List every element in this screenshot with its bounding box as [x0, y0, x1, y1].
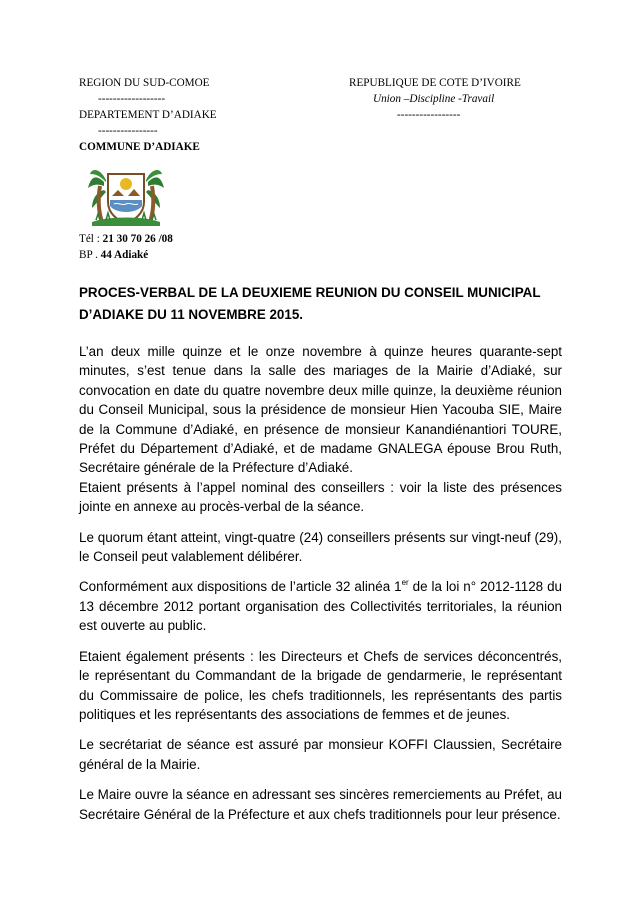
- national-motto: Union –Discipline -Travail: [373, 93, 495, 105]
- document-title-line-2: D’ADIAKE DU 11 NOVEMBRE 2015.: [79, 307, 303, 322]
- phone-line: [79, 233, 173, 246]
- phone-number: 21 30 70 26 /08: [102, 233, 173, 245]
- phone-label: Tél :: [79, 233, 103, 245]
- region-name: REGION DU SUD-COMOE: [79, 77, 210, 89]
- document-title-line-1: PROCES-VERBAL DE LA DEUXIEME REUNION DU CONSEIL MUNICIPAL: [79, 285, 541, 300]
- ordinal-superscript: er: [401, 578, 409, 587]
- commune-name: COMMUNE D’ADIAKE: [79, 141, 200, 153]
- paragraph-also-present: Etaient également présents : les Directeurs et Chefs de services déconcentrés, le représentant du Commandant de la brigade de gendarmerie, le représentant du Commissaire de police, les chefs traditionnels, les représentants des partis politiques et les représentants des associations de femmes et de jeunes.: [79, 648, 562, 722]
- paragraph-mayor-opening: Le Maire ouvre la séance en adressant ses sincères remerciements au Préfet, au Secrétaire Général de la Préfecture et aux chefs traditionnels pour leur présence.: [79, 787, 562, 822]
- paragraph-opening: L’an deux mille quinze et le onze novembre à quinze heures quarante-sept minutes, s’est tenue dans la salle des mariages de la Mairie d’Adiaké, sur convocation en date du quatre novembre deux mille quinze, la deuxième réunion du Conseil Municipal, sous la présidence de monsieur Hien Yacouba SIE, Maire de la Commune d’Adiaké, en présence de monsieur Kanandiénantiori TOURE, Préfet du Département d’Adiaké, et de madame GNALEGA épouse Brou Ruth, Secrétaire générale de la Préfecture d’Adiaké.: [79, 344, 562, 476]
- paragraph-quorum: Le quorum étant atteint, vingt-quatre (24) conseillers présents sur vingt-neuf (29), le Conseil peut valablement délibérer.: [79, 529, 562, 565]
- paragraph-secretariat: Le secrétariat de séance est assuré par monsieur KOFFI Claussien, Secrétaire général de la Mairie.: [79, 737, 562, 772]
- header-separator: -----------------: [397, 109, 461, 121]
- republic-name: REPUBLIQUE DE COTE D’IVOIRE: [349, 77, 521, 89]
- po-box-value: 44 Adiaké: [100, 249, 149, 261]
- legal-basis-text-a: Conformément aux dispositions de l’article 32 alinéa 1: [79, 579, 402, 595]
- header-separator: ----------------: [98, 125, 158, 137]
- department-name: DEPARTEMENT D’ADIAKE: [79, 109, 217, 121]
- po-box-label: BP .: [79, 249, 101, 261]
- paragraph-legal-basis: [79, 577, 562, 635]
- document-body: [79, 342, 562, 824]
- legal-basis-text-b: de la loi n° 2012-1128 du 13 décembre 2012 portant organisation des Collectivités territoriales, la réunion est ouverte au public.: [79, 579, 562, 634]
- commune-coat-of-arms-icon: [84, 162, 168, 230]
- paragraph-attendance: Etaient présents à l’appel nominal des conseillers : voir la liste des présences jointe en annexe au procès-verbal de la séance.: [79, 479, 562, 515]
- header-separator: ------------------: [98, 93, 166, 105]
- po-box-line: [79, 249, 148, 262]
